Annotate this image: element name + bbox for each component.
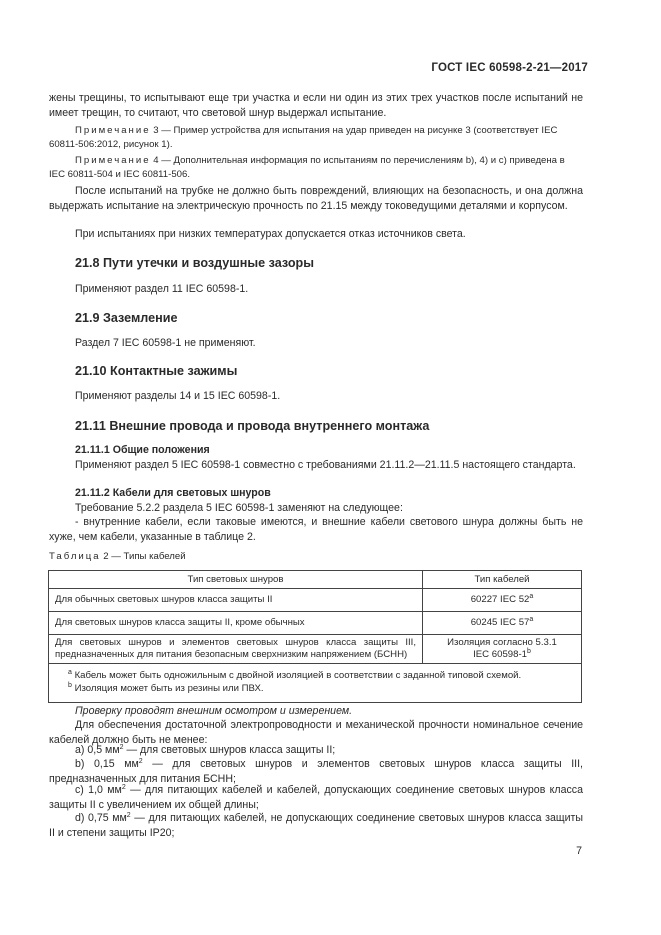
table-row	[49, 612, 582, 635]
table-caption	[49, 551, 186, 562]
footnote-mark: a	[68, 669, 72, 676]
page-number: 7	[576, 845, 582, 857]
heading-21-11-2: 21.11.2 Кабели для световых шнуров	[75, 487, 271, 499]
footnote-b	[68, 682, 569, 695]
item-prefix: d) 0,75 мм	[75, 812, 127, 824]
list-item-c	[49, 783, 583, 812]
column-header-cord-type: Тип световых шнуров	[49, 571, 423, 589]
table-caption-text: 2 — Типы кабелей	[103, 551, 186, 562]
footnote-text: Кабель может быть одножильным с двойной изоляцией в соответствии с заданной типовой схемой.	[74, 670, 522, 681]
footnote-mark: a	[529, 616, 534, 623]
column-header-cable-type: Тип кабелей	[423, 571, 582, 589]
note-4	[49, 154, 583, 181]
cable-type-line-1: Изоляция согласно 5.3.1	[447, 637, 557, 648]
footnote-a	[68, 669, 569, 682]
heading-21-10: 21.10 Контактные зажимы	[75, 364, 238, 378]
cord-type-cell: Для обычных световых шнуров класса защиты II	[49, 589, 423, 612]
footnote-mark: b	[68, 682, 72, 689]
note-text: 3 — Пример устройства для испытания на удар приведен на рисунке 3 (соответствует IEC 60811-506:2012, рисунок 1).	[49, 125, 558, 150]
superscript: 2	[138, 758, 143, 765]
list-item-a	[49, 743, 583, 758]
cable-type-text: 60227 IEC 52	[470, 594, 530, 605]
table-row	[49, 635, 582, 664]
table-header-row	[49, 571, 582, 589]
table-footnotes	[49, 664, 582, 703]
item-text: — для световых шнуров класса защиты II;	[123, 744, 336, 756]
heading-21-8: 21.8 Пути утечки и воздушные зазоры	[75, 256, 314, 270]
check-method: Проверку проводят внешним осмотром и измерением.	[75, 705, 353, 717]
paragraph-21-11-1: Применяют раздел 5 IEC 60598-1 совместно с требованиями 21.11.2—21.11.5 настоящего стандарта.	[75, 459, 576, 471]
footnote-mark: b	[526, 648, 531, 655]
paragraph-21-8: Применяют раздел 11 IEC 60598-1.	[75, 283, 249, 295]
item-prefix: a) 0,5 мм	[75, 744, 120, 756]
table-row	[49, 589, 582, 612]
heading-21-9: 21.9 Заземление	[75, 311, 178, 325]
item-prefix: b) 0,15 мм	[75, 758, 139, 770]
superscript: 2	[119, 744, 124, 751]
footnote-text: Изоляция может быть из резины или ПВХ.	[74, 683, 264, 694]
cord-type-cell: Для световых шнуров и элементов световых шнуров класса защиты III, предназначенных для питания безопасным сверхнизким напряжением (БСНН)	[49, 635, 423, 664]
table-footnotes-row	[49, 664, 582, 703]
paragraph-continuation: жены трещины, то испытывают еще три участка и если ни один из этих трех участков после испытаний не имеет трещин, то считают, что световой шнур выдержал испытание.	[49, 92, 583, 119]
note-3	[49, 124, 583, 151]
list-item-b	[49, 757, 583, 786]
cable-type-line-2: IEC 60598-1	[473, 649, 527, 660]
paragraph-21-10: Применяют разделы 14 и 15 IEC 60598-1.	[75, 390, 281, 402]
paragraph-low-temperature: При испытаниях при низких температурах допускается отказ источников света.	[75, 228, 466, 240]
note-text: 4 — Дополнительная информация по испытаниям по перечислениям b), 4) и c) приведена в IEC 60811-504 и IEC 60811-506.	[49, 155, 565, 180]
note-label: Примечание	[75, 125, 151, 136]
paragraph-after-tests: После испытаний на трубке не должно быть повреждений, влияющих на безопасность, и она должна выдержать испытание на электрическую прочность по 21.15 между токоведущими деталями и корпусом.	[49, 185, 583, 212]
heading-21-11-1: 21.11.1 Общие положения	[75, 444, 210, 456]
note-label: Примечание	[75, 155, 151, 166]
paragraph-21-11-2-a: Требование 5.2.2 раздела 5 IEC 60598-1 заменяют на следующее:	[75, 502, 403, 514]
paragraph-21-9: Раздел 7 IEC 60598-1 не применяют.	[75, 337, 256, 349]
cable-type-cell	[423, 612, 582, 635]
superscript: 2	[121, 784, 126, 791]
item-text: — для питающих кабелей и кабелей, допускающих соединение световых шнуров класса защиты II с увеличением их общей длины;	[49, 784, 583, 811]
list-item-d	[49, 811, 583, 840]
cable-type-cell	[423, 635, 582, 664]
paragraph-21-11-2-b: - внутренние кабели, если таковые имеются, и внешние кабели светового шнура должны быть не хуже, чем кабели, указанные в таблице 2.	[49, 516, 583, 543]
item-prefix: c) 1,0 мм	[75, 784, 122, 796]
table-caption-label: Таблица	[49, 551, 101, 562]
item-text: — для питающих кабелей, не допускающих соединение световых шнуров класса защиты II и степени защиты IP20;	[49, 812, 583, 839]
cable-type-text: 60245 IEC 57	[470, 617, 530, 628]
item-text: — для световых шнуров и элементов световых шнуров класса защиты III, предназначенных для питания БСНН;	[49, 758, 583, 785]
superscript: 2	[126, 812, 131, 819]
cable-types-table	[48, 570, 582, 703]
footnote-mark: a	[529, 593, 534, 600]
cable-type-cell	[423, 589, 582, 612]
heading-21-11: 21.11 Внешние провода и провода внутреннего монтажа	[75, 419, 430, 433]
cord-type-cell: Для световых шнуров класса защиты II, кроме обычных	[49, 612, 423, 635]
paragraph-cross-section: Для обеспечения достаточной электропроводности и механической прочности номинальное сечение кабелей должно быть не менее:	[49, 719, 583, 746]
document-code-header: ГОСТ IEC 60598-2-21—2017	[431, 62, 588, 74]
